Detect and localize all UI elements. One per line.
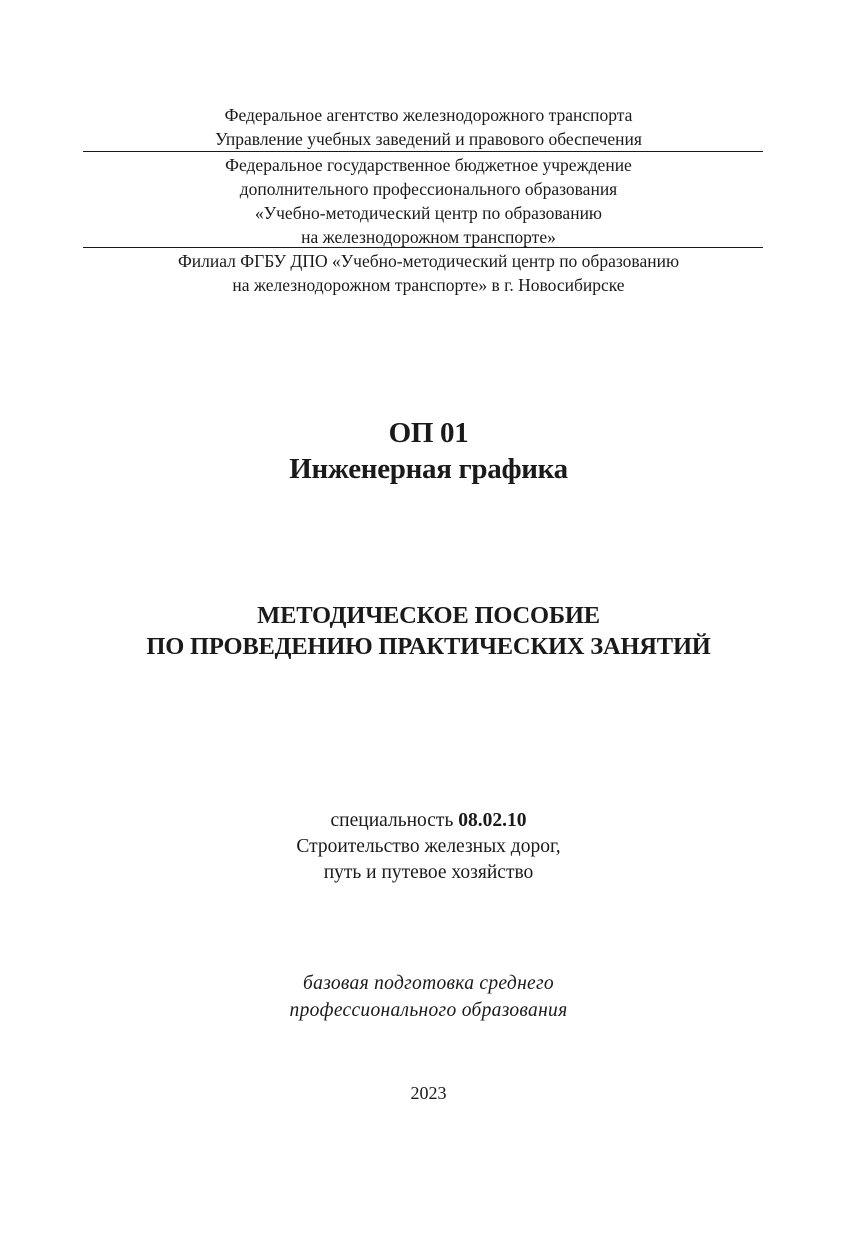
institution-line: «Учебно-методический центр по образованию <box>254 203 603 223</box>
specialty-code: 08.02.10 <box>458 810 527 831</box>
agency-header <box>0 103 857 151</box>
specialty-name-line: путь и путевое хозяйство <box>323 862 534 883</box>
document-type <box>0 600 857 662</box>
publication-year: 2023 <box>410 1083 447 1103</box>
institution-line: дополнительного профессионального образования <box>239 179 618 199</box>
education-level <box>0 970 857 1024</box>
specialty-prefix: специальность <box>330 810 459 831</box>
branch-header <box>0 249 857 297</box>
document-type-line: МЕТОДИЧЕСКОЕ ПОСОБИЕ <box>257 602 600 629</box>
document-type-line: ПО ПРОВЕДЕНИЮ ПРАКТИЧЕСКИХ ЗАНЯТИЙ <box>146 633 711 660</box>
specialty-block <box>0 808 857 886</box>
specialty-name-line: Строительство железных дорог, <box>296 836 561 857</box>
course-title <box>0 415 857 487</box>
specialty-line <box>0 808 857 834</box>
branch-line: Филиал ФГБУ ДПО «Учебно-методический центр по образованию <box>177 251 680 271</box>
education-level-line: профессионального образования <box>289 1000 568 1021</box>
agency-line: Управление учебных заведений и правового обеспечения <box>215 129 642 149</box>
institution-line: на железнодорожном транспорте» <box>301 227 556 247</box>
institution-line: Федеральное государственное бюджетное учреждение <box>225 155 632 175</box>
header-divider-top <box>83 151 763 152</box>
agency-line: Федеральное агентство железнодорожного транспорта <box>224 105 633 125</box>
education-level-line: базовая подготовка среднего <box>303 973 554 994</box>
institution-header <box>0 153 857 249</box>
course-name: Инженерная графика <box>289 453 568 485</box>
course-code: ОП 01 <box>388 417 469 449</box>
header-divider-bottom <box>83 247 763 248</box>
branch-line: на железнодорожном транспорте» в г. Новосибирске <box>232 275 625 295</box>
